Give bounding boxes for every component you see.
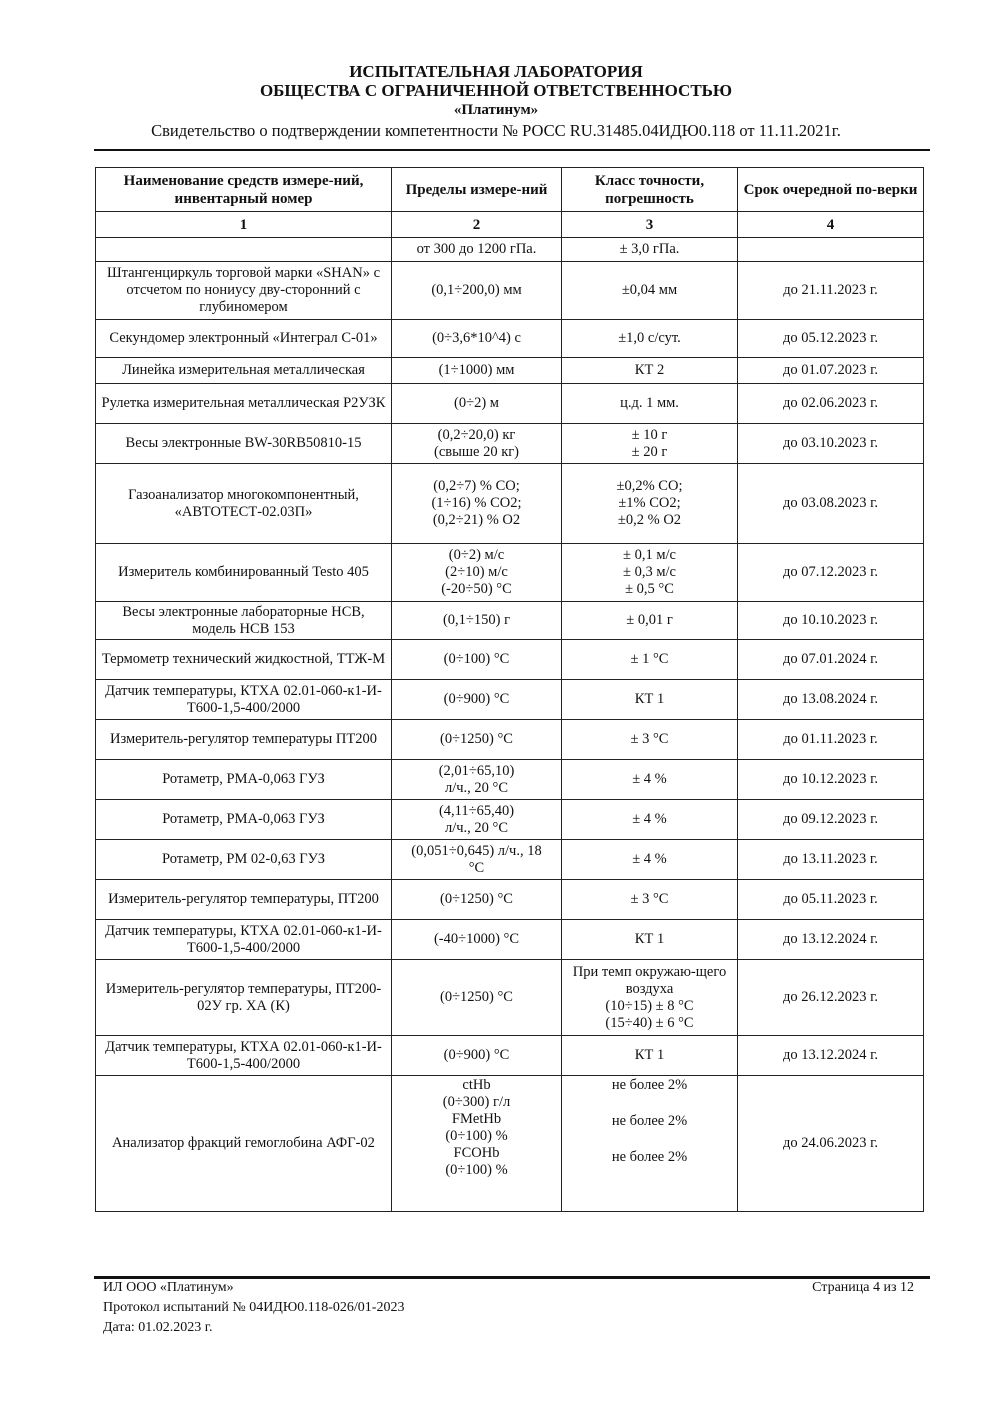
instrument-name-text: Измеритель-регулятор температуры, ПТ200-02У гр. ХА (К) <box>105 980 382 1014</box>
instrument-name-cell <box>96 602 392 640</box>
measurement-range-cell <box>392 760 562 800</box>
instrument-name-cell <box>96 544 392 602</box>
verification-due-text: до 13.12.2024 г. <box>782 931 879 947</box>
verification-due-cell <box>738 424 924 464</box>
instrument-name-text: Весы электронные BW-30RB50810-15 <box>125 435 362 451</box>
accuracy-cell <box>562 262 738 320</box>
verification-due-text: до 13.11.2023 г. <box>783 851 878 867</box>
instrument-name-cell <box>96 464 392 544</box>
instrument-name-cell <box>96 320 392 358</box>
measurement-range-cell <box>392 640 562 680</box>
measurement-range-line: (0÷100) % <box>445 1128 508 1144</box>
measurement-range-cell <box>392 1036 562 1076</box>
table-row <box>96 464 924 544</box>
measurement-range-line: (0÷100) % <box>445 1162 508 1178</box>
verification-due-text: до 01.07.2023 г. <box>782 362 879 378</box>
instrument-name-text: Весы электронные лабораторные НСВ, модель НСВ 153 <box>122 603 365 637</box>
accuracy-text: ± 0,01 г <box>626 612 673 628</box>
instrument-name-text: Линейка измерительная металлическая <box>122 362 365 378</box>
verification-due-text: до 26.12.2023 г. <box>782 989 879 1005</box>
measurement-range-text: (0,1÷200,0) мм <box>431 282 522 298</box>
instrument-name-text: Датчик температуры, КТХА 02.01-060-к1-И-Т600-1,5-400/2000 <box>105 1038 382 1072</box>
verification-due-cell <box>738 1076 924 1212</box>
accuracy-cell <box>562 602 738 640</box>
accuracy-text: КТ 2 <box>634 362 665 378</box>
accuracy-cell <box>562 720 738 760</box>
page-number: Страница 4 из 12 <box>812 1280 914 1295</box>
instrument-name-cell <box>96 384 392 424</box>
measurement-range-cell <box>392 464 562 544</box>
line-spacer <box>566 1094 733 1113</box>
verification-due-cell <box>738 760 924 800</box>
accuracy-cell <box>562 760 738 800</box>
instrument-name-cell <box>96 920 392 960</box>
measurement-range-cell <box>392 544 562 602</box>
company-form-title: ОБЩЕСТВА С ОГРАНИЧЕННОЙ ОТВЕТСТВЕННОСТЬЮ <box>259 81 733 100</box>
measurement-range-line: (2,01÷65,10) <box>438 762 515 779</box>
measurement-range-cell <box>392 424 562 464</box>
measurement-range-cell <box>392 238 562 262</box>
measurement-range-text: (0÷900) °С <box>443 1047 510 1063</box>
accuracy-line: ± 20 г <box>631 443 668 460</box>
accuracy-text: ± 1 °С <box>630 651 669 667</box>
table-row <box>96 760 924 800</box>
instrument-name-text: Термометр технический жидкостной, ТТЖ-М <box>101 651 386 667</box>
accuracy-text: КТ 1 <box>634 691 665 707</box>
accuracy-line: ±0,2% CO; <box>616 478 683 494</box>
table-row <box>96 602 924 640</box>
accuracy-cell <box>562 464 738 544</box>
column-header-due: Срок очередной по-верки <box>738 168 924 212</box>
instrument-name-cell <box>96 262 392 320</box>
accuracy-line: ±0,2 % O2 <box>617 512 682 528</box>
measurement-range-line: FCOHb <box>453 1145 500 1161</box>
verification-due-cell <box>738 358 924 384</box>
footer-protocol: Протокол испытаний № 04ИДЮ0.118-026/01-2023 <box>103 1300 405 1315</box>
table-header-row <box>96 168 924 212</box>
accuracy-cell <box>562 680 738 720</box>
accuracy-line: ± 0,5 °С <box>625 581 674 597</box>
accuracy-cell <box>562 840 738 880</box>
verification-due-text: до 03.08.2023 г. <box>782 495 879 511</box>
verification-due-cell <box>738 602 924 640</box>
verification-due-cell <box>738 640 924 680</box>
footer-org: ИЛ ООО «Платинум» <box>103 1280 234 1295</box>
measurement-range-text: (0÷2) м <box>454 395 499 411</box>
accuracy-line: ±1% CO2; <box>618 495 681 511</box>
instrument-name-cell <box>96 238 392 262</box>
measurement-range-cell <box>392 1076 562 1212</box>
column-number: 4 <box>738 212 924 238</box>
footer-date: Дата: 01.02.2023 г. <box>103 1320 213 1335</box>
instrument-name-cell <box>96 760 392 800</box>
measurement-range-line: л/ч., 20 °С <box>444 779 509 796</box>
verification-due-text: до 05.11.2023 г. <box>783 891 878 907</box>
verification-due-cell <box>738 720 924 760</box>
instrument-name-text: Секундомер электронный «Интеграл С-01» <box>109 330 378 346</box>
table-row <box>96 640 924 680</box>
instrument-name-text: Датчик температуры, КТХА 02.01-060-к1-И-Т600-1,5-400/2000 <box>105 922 382 956</box>
accuracy-cell <box>562 880 738 920</box>
accuracy-text: КТ 1 <box>634 931 665 947</box>
table-row <box>96 320 924 358</box>
company-name: «Платинум» <box>453 102 539 118</box>
measurement-range-text: (0÷1250) °С <box>440 731 513 747</box>
measurement-range-line: (1÷16) % CO2; <box>431 495 522 511</box>
verification-due-text: до 02.06.2023 г. <box>782 395 879 411</box>
accuracy-cell <box>562 424 738 464</box>
measurement-range-line: FMetHb <box>451 1111 502 1127</box>
measurement-range-cell <box>392 720 562 760</box>
measurement-range-line: (0÷300) г/л <box>442 1094 511 1110</box>
measurement-range-cell <box>392 262 562 320</box>
accuracy-line: ± 0,3 м/с <box>623 564 676 580</box>
measurement-range-cell <box>392 358 562 384</box>
accuracy-text: ± 3,0 гПа. <box>619 241 680 257</box>
verification-due-text: до 10.12.2023 г. <box>782 771 879 787</box>
instrument-name-text: Рулетка измерительная металлическая Р2УЗК <box>101 395 386 411</box>
column-number-row <box>96 212 924 238</box>
measurement-range-line: (0,2÷21) % O2 <box>432 512 521 528</box>
accuracy-line: не более 2% <box>611 1077 688 1093</box>
measurement-range-text: (0÷1250) °С <box>440 989 513 1005</box>
verification-due-text: до 05.12.2023 г. <box>782 330 879 346</box>
table-row <box>96 1036 924 1076</box>
table-row <box>96 384 924 424</box>
instrument-name-text: Ротаметр, РМА-0,063 ГУЗ <box>162 771 325 787</box>
accuracy-text: ц.д. 1 мм. <box>620 395 679 411</box>
table-row <box>96 544 924 602</box>
line-spacer <box>566 1130 733 1149</box>
instrument-name-cell <box>96 358 392 384</box>
table-row <box>96 960 924 1036</box>
instrument-name-cell <box>96 680 392 720</box>
table-row <box>96 720 924 760</box>
table-row <box>96 424 924 464</box>
verification-due-cell <box>738 384 924 424</box>
measurement-range-line: (-20÷50) °С <box>441 581 512 597</box>
measurement-range-line: (0,2÷20,0) кг <box>437 426 516 443</box>
accuracy-text: КТ 1 <box>634 1047 665 1063</box>
accuracy-cell <box>562 1036 738 1076</box>
measurement-range-line: (0,2÷7) % CO; <box>433 478 520 494</box>
measurement-range-text: (0÷1250) °С <box>440 891 513 907</box>
accuracy-cell <box>562 358 738 384</box>
instrument-name-cell <box>96 840 392 880</box>
measurement-range-text: (-40÷1000) °С <box>433 931 520 947</box>
accuracy-text: ± 4 % <box>632 811 667 827</box>
column-header-accuracy: Класс точности, погрешность <box>562 168 738 212</box>
column-number: 2 <box>392 212 562 238</box>
verification-due-text: до 10.10.2023 г. <box>782 612 879 628</box>
verification-due-cell <box>738 464 924 544</box>
measurement-range-line: °С <box>468 859 485 876</box>
measurement-range-line: ctHb <box>462 1077 491 1093</box>
accuracy-text: ± 4 % <box>632 851 667 867</box>
certificate-line: Свидетельство о подтверждении компетентности № РОСС RU.31485.04ИДЮ0.118 от 11.11.2021г. <box>151 121 841 140</box>
measurement-range-cell <box>392 384 562 424</box>
measurement-range-line: (свыше 20 кг) <box>433 443 520 460</box>
verification-due-text: до 03.10.2023 г. <box>782 435 879 451</box>
accuracy-cell <box>562 1076 738 1212</box>
verification-due-cell <box>738 960 924 1036</box>
column-number: 3 <box>562 212 738 238</box>
verification-due-text: до 13.12.2024 г. <box>782 1047 879 1063</box>
accuracy-cell <box>562 320 738 358</box>
verification-due-text: до 13.08.2024 г. <box>782 691 879 707</box>
instrument-name-text: Измеритель комбинированный Testo 405 <box>118 564 369 580</box>
accuracy-cell <box>562 384 738 424</box>
measuring-instruments-table <box>95 167 924 1212</box>
verification-due-text: до 21.11.2023 г. <box>783 282 878 298</box>
instrument-name-text: Штангенциркуль торговой марки «SHAN» с отсчетом по нониусу дву-сторонний с глубиномером <box>106 265 381 315</box>
verification-due-cell <box>738 800 924 840</box>
table-row <box>96 262 924 320</box>
accuracy-line: ± 10 г <box>631 426 668 443</box>
accuracy-text: ± 3 °С <box>630 731 669 747</box>
table-row <box>96 1076 924 1212</box>
instrument-name-cell <box>96 880 392 920</box>
accuracy-line: не более 2% <box>611 1113 688 1129</box>
measurement-range-line: (0÷2) м/с <box>448 547 505 563</box>
instrument-name-cell <box>96 1076 392 1212</box>
accuracy-cell <box>562 920 738 960</box>
accuracy-line: ± 0,1 м/с <box>623 547 676 563</box>
instrument-name-cell <box>96 960 392 1036</box>
measurement-range-cell <box>392 602 562 640</box>
accuracy-text: ±0,04 мм <box>621 282 678 298</box>
instrument-name-text: Газоанализатор многокомпонентный, «АВТОТЕСТ-02.03П» <box>128 486 359 520</box>
instrument-name-text: Измеритель-регулятор температуры, ПТ200 <box>108 891 379 907</box>
column-header-name: Наименование средств измере-ний, инвентарный номер <box>96 168 392 212</box>
instrument-name-text: Датчик температуры, КТХА 02.01-060-к1-И-Т600-1,5-400/2000 <box>105 682 382 716</box>
instrument-name-text: Измеритель-регулятор температуры ПТ200 <box>109 731 378 747</box>
table-row <box>96 840 924 880</box>
measurement-range-cell <box>392 840 562 880</box>
accuracy-cell <box>562 640 738 680</box>
table-row <box>96 358 924 384</box>
verification-due-cell <box>738 880 924 920</box>
verification-due-text: до 01.11.2023 г. <box>783 731 878 747</box>
measurement-range-text: от 300 до 1200 гПа. <box>416 241 537 257</box>
measurement-range-text: (1÷1000) мм <box>438 362 515 378</box>
accuracy-cell <box>562 238 738 262</box>
column-number: 1 <box>96 212 392 238</box>
measurement-range-text: (0÷100) °С <box>443 651 510 667</box>
instrument-name-cell <box>96 424 392 464</box>
verification-due-text: до 24.06.2023 г. <box>782 1135 879 1151</box>
document-header <box>0 62 992 141</box>
accuracy-cell <box>562 544 738 602</box>
verification-due-cell <box>738 1036 924 1076</box>
measurement-range-cell <box>392 880 562 920</box>
instrument-name-text: Ротаметр, РМА-0,063 ГУЗ <box>162 811 325 827</box>
accuracy-text: ± 4 % <box>632 771 667 787</box>
header-divider <box>94 149 930 151</box>
measurement-range-text: (0÷900) °С <box>443 691 510 707</box>
verification-due-cell <box>738 544 924 602</box>
accuracy-cell <box>562 800 738 840</box>
verification-due-cell <box>738 262 924 320</box>
instrument-name-text: Ротаметр, РМ 02-0,63 ГУЗ <box>162 851 325 867</box>
lab-title: ИСПЫТАТЕЛЬНАЯ ЛАБОРАТОРИЯ <box>349 62 643 81</box>
measurement-range-line: (4,11÷65,40) <box>438 802 515 819</box>
table-row <box>96 800 924 840</box>
table-row <box>96 880 924 920</box>
measurement-range-line: (2÷10) м/с <box>445 564 508 580</box>
accuracy-line: (10÷15) ± 8 °С <box>605 997 694 1014</box>
measurement-range-text: (0,1÷150) г <box>442 612 511 628</box>
verification-due-cell <box>738 320 924 358</box>
instrument-name-cell <box>96 720 392 760</box>
verification-due-text: до 09.12.2023 г. <box>782 811 879 827</box>
accuracy-line: При темп окружаю-щего воздуха <box>572 963 727 997</box>
measurement-range-cell <box>392 960 562 1036</box>
verification-due-text: до 07.01.2024 г. <box>782 651 879 667</box>
measurement-range-line: (0,051÷0,645) л/ч., 18 <box>411 842 542 859</box>
accuracy-line: (15÷40) ± 6 °С <box>605 1014 694 1031</box>
instrument-name-cell <box>96 1036 392 1076</box>
instrument-name-cell <box>96 800 392 840</box>
accuracy-text: ±1,0 с/сут. <box>618 330 681 346</box>
verification-due-cell <box>738 840 924 880</box>
document-footer <box>103 1278 404 1338</box>
measurement-range-cell <box>392 320 562 358</box>
measurement-range-cell <box>392 920 562 960</box>
instrument-name-cell <box>96 640 392 680</box>
instrument-name-text: Анализатор фракций гемоглобина АФГ-02 <box>112 1135 375 1151</box>
measurement-range-line: л/ч., 20 °С <box>444 819 509 836</box>
verification-due-text: до 07.12.2023 г. <box>782 564 879 580</box>
verification-due-cell <box>738 680 924 720</box>
accuracy-line: не более 2% <box>611 1149 688 1165</box>
table-row <box>96 238 924 262</box>
table-row <box>96 680 924 720</box>
measurement-range-text: (0÷3,6*10^4) с <box>432 330 521 346</box>
table-row <box>96 920 924 960</box>
accuracy-cell <box>562 960 738 1036</box>
measurement-range-cell <box>392 680 562 720</box>
verification-due-cell <box>738 920 924 960</box>
measurement-range-cell <box>392 800 562 840</box>
accuracy-text: ± 3 °С <box>630 891 669 907</box>
verification-due-cell <box>738 238 924 262</box>
column-header-range: Пределы измере-ний <box>392 168 562 212</box>
